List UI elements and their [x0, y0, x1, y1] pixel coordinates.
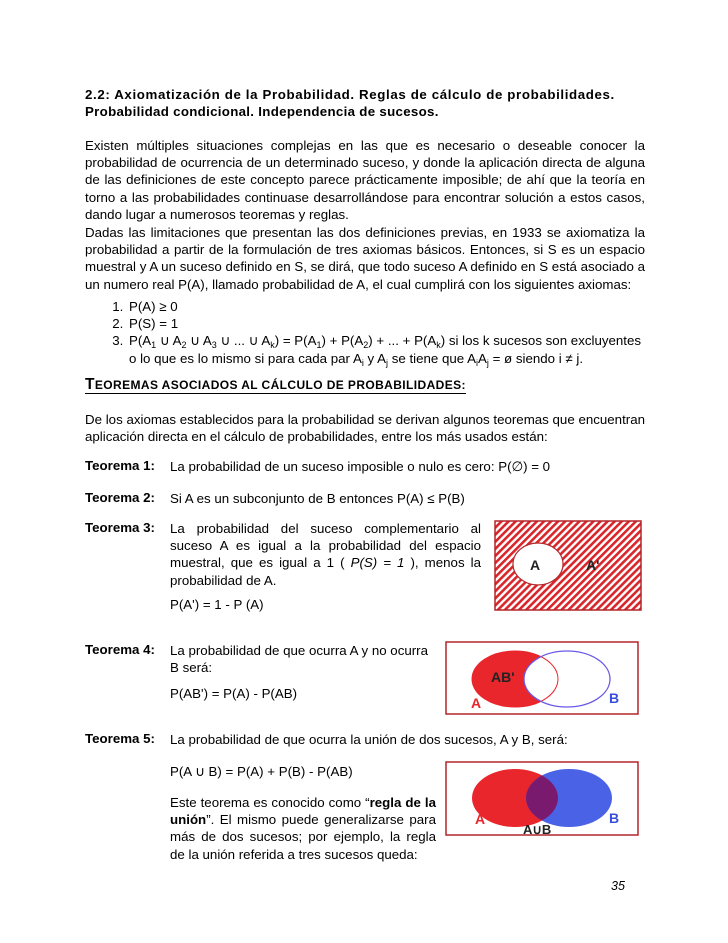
theorem-1-label: Teorema 1:: [85, 458, 155, 473]
paragraph-intro: Existen múltiples situaciones complejas en las que es necesario o deseable conocer la probabilidad de ocurrencia de un determinado suceso, y donde la aplicación directa de alguna de las definiciones de este concepto parece prácticamente imposible; de ahí que la teoría en torno a las probabilidades continuase desarrollándose para encontrar solución a estos casos, dando lugar a numerosos teoremas y reglas.: [85, 138, 645, 222]
section-title: TEOREMAS ASOCIADOS AL CÁLCULO DE PROBABILIDADES:: [85, 376, 466, 393]
section-heading: [85, 86, 645, 120]
set-a-label: A: [475, 811, 486, 827]
set-a-label: A: [530, 557, 541, 573]
set-b-label: B: [609, 810, 620, 826]
difference-venn-diagram: [445, 641, 640, 716]
set-b-label: B: [609, 690, 620, 706]
theorem-5-formula: P(A ∪ B) = P(A) + P(B) - P(AB): [170, 764, 353, 779]
theorem-3-formula: P(A') = 1 - P (A): [170, 597, 264, 612]
ab-comp-label: AB': [491, 669, 515, 685]
theorem-1-text: La probabilidad de un suceso imposible o nulo es cero: P(∅) = 0: [170, 459, 551, 474]
theorem-4-label: Teorema 4:: [85, 642, 155, 657]
complement-label: A': [586, 557, 600, 573]
theorem-4-formula: P(AB') = P(A) - P(AB): [170, 686, 298, 701]
theorem-3-label: Teorema 3:: [85, 520, 155, 535]
theorem-2-text: Si A es un subconjunto de B entonces P(A) ≤ P(B): [170, 491, 465, 506]
complement-venn-diagram: [494, 520, 644, 613]
theorem-4-text: La probabilidad de que ocurra A y no ocurra B será:: [170, 643, 428, 676]
theorem-5-text: La probabilidad de que ocurra la unión de dos sucesos, A y B, será:: [170, 732, 568, 747]
union-venn-diagram: [445, 761, 640, 837]
heading-line-2: Probabilidad condicional. Independencia de sucesos.: [85, 104, 439, 120]
axioms-list: [85, 298, 650, 367]
axiom-3: 3. $P(A_1$ ∪ $A_2$ ∪ $A_3$ ∪ ... ∪ $A_k) = P(A_1) + P(A_2)$ + ... + $P(A_k)$ si los k sucesos son excluyentes o lo que es lo mismo si para cada par $A_i$ y $A_j$ se tiene que $A_iA_j$ = ø siendo i ≠ j.: [127, 332, 650, 366]
heading-line-1: 2.2: Axiomatización de la Probabilidad. Reglas de cálculo de probabilidades.: [85, 87, 615, 102]
axiom-2: 2. P(S) = 1: [127, 315, 650, 332]
union-label: A∪B: [523, 822, 552, 837]
page-number: 35: [611, 879, 625, 893]
axiom-1: 1. P(A) ≥ 0: [127, 298, 650, 315]
set-a-label: A: [471, 695, 482, 711]
paragraph-theorems-intro: De los axiomas establecidos para la probabilidad se derivan algunos teoremas que encuentran aplicación directa en el cálculo de probabilidades, entre los más usados están:: [85, 412, 645, 445]
theorem-3-text: La probabilidad del suceso complementario al suceso A es igual a la probabilidad del espacio muestral, que es igual a 1 ( P(S) = 1 ), menos la probabilidad de A.: [170, 521, 481, 588]
theorem-2-label: Teorema 2:: [85, 490, 155, 505]
theorem-5-label: Teorema 5:: [85, 731, 155, 746]
theorem-5-extra: Este teorema es conocido como “regla de la unión”. El mismo puede generalizarse para más de dos sucesos; por ejemplo, la regla de la unión referida a tres sucesos queda:: [170, 795, 436, 862]
paragraph-axioms-intro: Dadas las limitaciones que presentan las dos definiciones previas, en 1933 se axiomatiza la probabilidad a partir de la formulación de tres axiomas básicos. Entonces, si S es un espacio muestral y A un suceso definido en S, se dirá, que todo suceso A definido en S está asociado a un numero real P(A), llamado probabilidad de A, el cual cumplirá con los siguientes axiomas:: [85, 225, 645, 292]
